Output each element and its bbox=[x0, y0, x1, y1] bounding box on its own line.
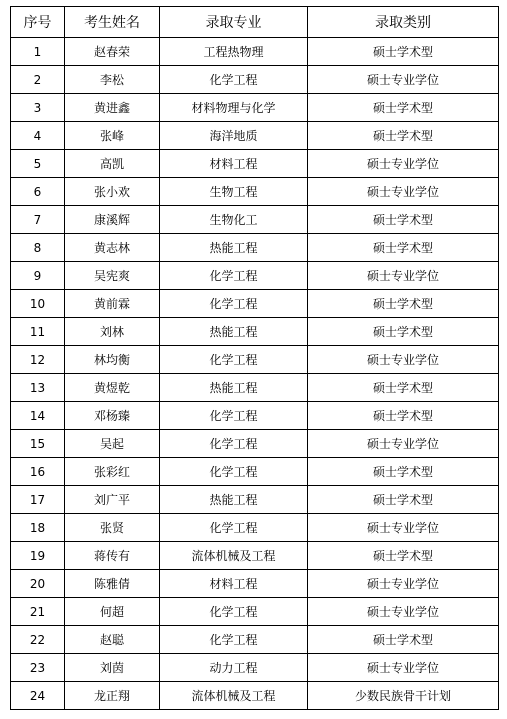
cell-name: 黄进鑫 bbox=[65, 94, 160, 122]
table-row bbox=[11, 374, 499, 402]
cell-index: 10 bbox=[11, 290, 65, 318]
header-index: 序号 bbox=[11, 7, 65, 38]
cell-name: 何超 bbox=[65, 598, 160, 626]
cell-major: 化学工程 bbox=[160, 626, 308, 654]
cell-category: 硕士学术型 bbox=[308, 542, 499, 570]
cell-major: 热能工程 bbox=[160, 374, 308, 402]
cell-index: 21 bbox=[11, 598, 65, 626]
cell-name: 刘茵 bbox=[65, 654, 160, 682]
cell-major: 生物化工 bbox=[160, 206, 308, 234]
cell-name: 黄煜乾 bbox=[65, 374, 160, 402]
cell-name: 陈雅倩 bbox=[65, 570, 160, 598]
cell-category: 硕士学术型 bbox=[308, 486, 499, 514]
cell-index: 20 bbox=[11, 570, 65, 598]
cell-index: 2 bbox=[11, 66, 65, 94]
table-header bbox=[11, 7, 499, 38]
cell-major: 热能工程 bbox=[160, 318, 308, 346]
cell-name: 林均衡 bbox=[65, 346, 160, 374]
table-row bbox=[11, 38, 499, 66]
cell-category: 少数民族骨干计划 bbox=[308, 682, 499, 710]
cell-name: 张彩红 bbox=[65, 458, 160, 486]
table-row bbox=[11, 514, 499, 542]
cell-category: 硕士学术型 bbox=[308, 234, 499, 262]
cell-major: 材料物理与化学 bbox=[160, 94, 308, 122]
cell-name: 刘广平 bbox=[65, 486, 160, 514]
cell-name: 赵聪 bbox=[65, 626, 160, 654]
table-row bbox=[11, 234, 499, 262]
cell-category: 硕士专业学位 bbox=[308, 66, 499, 94]
table-row bbox=[11, 626, 499, 654]
table-row bbox=[11, 122, 499, 150]
cell-index: 17 bbox=[11, 486, 65, 514]
cell-major: 化学工程 bbox=[160, 430, 308, 458]
cell-category: 硕士专业学位 bbox=[308, 262, 499, 290]
cell-category: 硕士学术型 bbox=[308, 122, 499, 150]
cell-index: 7 bbox=[11, 206, 65, 234]
cell-index: 14 bbox=[11, 402, 65, 430]
cell-category: 硕士专业学位 bbox=[308, 430, 499, 458]
table-row bbox=[11, 458, 499, 486]
cell-name: 张小欢 bbox=[65, 178, 160, 206]
cell-name: 康溪辉 bbox=[65, 206, 160, 234]
cell-major: 化学工程 bbox=[160, 598, 308, 626]
cell-major: 化学工程 bbox=[160, 290, 308, 318]
table-row bbox=[11, 290, 499, 318]
cell-index: 12 bbox=[11, 346, 65, 374]
cell-category: 硕士学术型 bbox=[308, 206, 499, 234]
cell-major: 化学工程 bbox=[160, 66, 308, 94]
cell-category: 硕士专业学位 bbox=[308, 570, 499, 598]
table-row bbox=[11, 682, 499, 710]
cell-index: 3 bbox=[11, 94, 65, 122]
cell-category: 硕士学术型 bbox=[308, 94, 499, 122]
table-row bbox=[11, 598, 499, 626]
cell-major: 流体机械及工程 bbox=[160, 542, 308, 570]
admission-table-container bbox=[10, 6, 498, 710]
table-row bbox=[11, 486, 499, 514]
cell-major: 化学工程 bbox=[160, 402, 308, 430]
cell-name: 蒋传有 bbox=[65, 542, 160, 570]
cell-name: 吴起 bbox=[65, 430, 160, 458]
cell-category: 硕士专业学位 bbox=[308, 150, 499, 178]
table-row bbox=[11, 346, 499, 374]
table-row bbox=[11, 570, 499, 598]
cell-index: 23 bbox=[11, 654, 65, 682]
cell-name: 赵春荣 bbox=[65, 38, 160, 66]
table-row bbox=[11, 150, 499, 178]
table-row bbox=[11, 262, 499, 290]
cell-name: 邓杨臻 bbox=[65, 402, 160, 430]
table-row bbox=[11, 402, 499, 430]
cell-index: 6 bbox=[11, 178, 65, 206]
cell-index: 5 bbox=[11, 150, 65, 178]
cell-name: 龙正翔 bbox=[65, 682, 160, 710]
cell-category: 硕士学术型 bbox=[308, 374, 499, 402]
cell-index: 11 bbox=[11, 318, 65, 346]
table-row bbox=[11, 206, 499, 234]
cell-name: 吴宪爽 bbox=[65, 262, 160, 290]
table-row bbox=[11, 178, 499, 206]
table-row bbox=[11, 94, 499, 122]
cell-name: 刘林 bbox=[65, 318, 160, 346]
header-category: 录取类别 bbox=[308, 7, 499, 38]
cell-major: 海洋地质 bbox=[160, 122, 308, 150]
cell-major: 材料工程 bbox=[160, 150, 308, 178]
header-row bbox=[11, 7, 499, 38]
cell-major: 动力工程 bbox=[160, 654, 308, 682]
cell-index: 15 bbox=[11, 430, 65, 458]
cell-major: 材料工程 bbox=[160, 570, 308, 598]
cell-name: 张贤 bbox=[65, 514, 160, 542]
cell-name: 黄前霖 bbox=[65, 290, 160, 318]
cell-category: 硕士学术型 bbox=[308, 38, 499, 66]
cell-category: 硕士专业学位 bbox=[308, 346, 499, 374]
table-row bbox=[11, 66, 499, 94]
cell-category: 硕士专业学位 bbox=[308, 178, 499, 206]
cell-category: 硕士学术型 bbox=[308, 626, 499, 654]
cell-category: 硕士学术型 bbox=[308, 402, 499, 430]
header-name: 考生姓名 bbox=[65, 7, 160, 38]
table-row bbox=[11, 542, 499, 570]
cell-major: 热能工程 bbox=[160, 486, 308, 514]
cell-name: 黄志林 bbox=[65, 234, 160, 262]
table-body bbox=[11, 38, 499, 710]
cell-index: 19 bbox=[11, 542, 65, 570]
cell-category: 硕士学术型 bbox=[308, 318, 499, 346]
cell-name: 高凯 bbox=[65, 150, 160, 178]
cell-major: 化学工程 bbox=[160, 514, 308, 542]
cell-major: 生物工程 bbox=[160, 178, 308, 206]
table-row bbox=[11, 430, 499, 458]
cell-major: 流体机械及工程 bbox=[160, 682, 308, 710]
cell-major: 化学工程 bbox=[160, 346, 308, 374]
cell-category: 硕士专业学位 bbox=[308, 598, 499, 626]
admission-table bbox=[10, 6, 499, 710]
table-row bbox=[11, 654, 499, 682]
cell-name: 张峰 bbox=[65, 122, 160, 150]
cell-category: 硕士学术型 bbox=[308, 290, 499, 318]
cell-index: 16 bbox=[11, 458, 65, 486]
cell-major: 热能工程 bbox=[160, 234, 308, 262]
cell-major: 化学工程 bbox=[160, 262, 308, 290]
table-row bbox=[11, 318, 499, 346]
header-major: 录取专业 bbox=[160, 7, 308, 38]
cell-major: 化学工程 bbox=[160, 458, 308, 486]
cell-index: 18 bbox=[11, 514, 65, 542]
cell-category: 硕士专业学位 bbox=[308, 514, 499, 542]
cell-index: 22 bbox=[11, 626, 65, 654]
cell-index: 1 bbox=[11, 38, 65, 66]
cell-category: 硕士学术型 bbox=[308, 458, 499, 486]
cell-index: 13 bbox=[11, 374, 65, 402]
cell-index: 4 bbox=[11, 122, 65, 150]
cell-major: 工程热物理 bbox=[160, 38, 308, 66]
cell-category: 硕士专业学位 bbox=[308, 654, 499, 682]
cell-index: 24 bbox=[11, 682, 65, 710]
cell-index: 9 bbox=[11, 262, 65, 290]
cell-name: 李松 bbox=[65, 66, 160, 94]
cell-index: 8 bbox=[11, 234, 65, 262]
